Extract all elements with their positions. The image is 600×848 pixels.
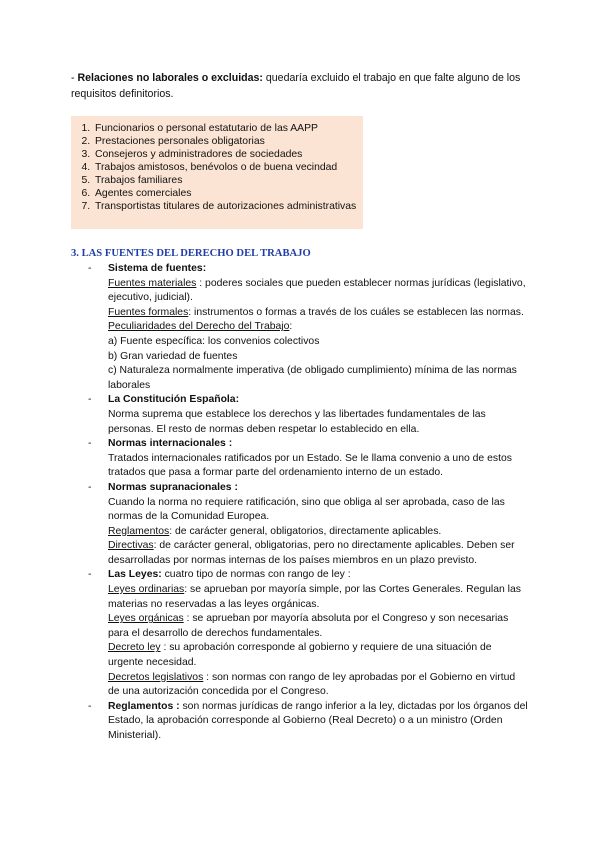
intro-heading: Relaciones no laborales o excluidas:: [77, 72, 263, 84]
item-title: Normas supranacionales :: [108, 481, 238, 493]
bullet-dash: -: [88, 700, 92, 712]
intro-text: quedaría excluido el trabajo en que falte alguno de los requisitos definitorios.: [71, 72, 521, 100]
item-text: son normas jurídicas de rango inferior a la ley, dictadas por los órganos del Estado, la aprobación corresponde al Gobierno (Real Decreto) o a un ministro (Orden Ministerial).: [108, 700, 528, 741]
leyes-ordinarias-text: : se aprueban por mayoría simple, por las Cortes Generales. Regulan las materias no reservadas a las leyes orgánicas.: [108, 584, 521, 610]
peculiaridad-c: c) Naturaleza normalmente imperativa (de obligado cumplimiento) mínima de las normas laborales: [108, 365, 517, 391]
bullet-dash: -: [88, 438, 92, 450]
reglamentos-item: [88, 700, 528, 744]
list-item: 6. Agentes comerciales: [93, 187, 359, 200]
leyes-ordinarias-label: Leyes ordinarias: [108, 584, 185, 596]
list-item: 5. Trabajos familiares: [93, 174, 359, 187]
item-text: Cuando la norma no requiere ratificación, sino que obliga al ser aprobada, caso de las normas de la Comunidad Europea.: [108, 496, 505, 523]
leyes-item: [88, 568, 528, 699]
intro-dash: -: [71, 72, 78, 84]
item-title: Reglamentos :: [108, 700, 180, 712]
directivas-label: Directivas: [108, 540, 154, 552]
list-item: 1. Funcionarios o personal estatutario de las AAPP: [93, 122, 359, 135]
decretos-legislativos-label: Decretos legislativos: [108, 671, 204, 683]
item-title: Normas internacionales :: [108, 438, 233, 450]
peculiaridad-b: b) Gran variedad de fuentes: [108, 350, 238, 362]
list-item: 2. Prestaciones personales obligatorias: [93, 135, 359, 148]
list-item: 4. Trabajos amistosos, benévolos o de buena vecindad: [93, 161, 359, 174]
sistema-fuentes-item: [88, 262, 528, 393]
constitucion-item: [88, 393, 528, 437]
leyes-organicas-text: : se aprueban por mayoría absoluta por el Congreso y son necesarias para el desarrollo de derechos fundamentales.: [108, 613, 509, 639]
bullet-dash: -: [88, 481, 92, 493]
item-title-text: cuatro tipo de normas con rango de ley :: [161, 569, 351, 581]
item-title: La Constitución Española:: [108, 394, 240, 406]
bullet-dash: -: [88, 569, 92, 581]
section-title: 3. LAS FUENTES DEL DERECHO DEL TRABAJO: [71, 248, 311, 259]
peculiaridades-colon: :: [289, 321, 293, 333]
reglamentos-ue-text: : de carácter general, obligatorios, directamente aplicables.: [169, 525, 442, 537]
fuentes-formales-label: Fuentes formales: [108, 306, 189, 318]
directivas-text: : de carácter general, obligatorias, pero no directamente aplicables. Deben ser desarrolladas por normas internas de los países miembros en un plazo previsto.: [108, 540, 515, 566]
item-title: Las Leyes:: [108, 569, 162, 581]
normas-supranacionales-item: [88, 481, 528, 569]
decreto-ley-text: : su aprobación corresponde al gobierno y requiere de una situación de urgente necesidad.: [108, 642, 492, 669]
intro-paragraph: [71, 70, 531, 102]
bullet-dash: -: [88, 263, 92, 274]
normas-internacionales-item: [88, 437, 528, 481]
fuentes-formales-text: : instrumentos o formas a través de los cuáles se establecen las normas.: [188, 306, 524, 318]
item-text: Tratados internacionales ratificados por un Estado. Se le llama convenio a uno de estos tratados que pasa a formar parte del ordenamiento interno de un estado.: [108, 452, 512, 479]
excluded-relations-list: [77, 122, 359, 213]
leyes-organicas-label: Leyes orgánicas: [108, 613, 184, 625]
sources-list: [88, 262, 528, 744]
reglamentos-ue-label: Reglamentos: [108, 525, 170, 537]
list-item: 3. Consejeros y administradores de sociedades: [93, 148, 359, 161]
fuentes-materiales-text: : poderes sociales que pueden establecer normas jurídicas (legislativo, ejecutivo, judicial).: [108, 277, 526, 304]
peculiaridades-label: Peculiaridades del Derecho del Trabajo: [108, 321, 290, 333]
decretos-legislativos-text: : son normas con rango de ley aprobadas por el Gobierno en virtud de una autorización concedida por el Congreso.: [108, 671, 516, 698]
list-item: 7. Transportistas titulares de autorizaciones administrativas: [93, 200, 359, 213]
excluded-relations-box: [71, 116, 363, 229]
fuentes-materiales-label: Fuentes materiales: [108, 277, 197, 289]
decreto-ley-label: Decreto ley: [108, 642, 161, 654]
bullet-dash: -: [88, 394, 92, 406]
item-title: Sistema de fuentes:: [108, 263, 207, 274]
peculiaridad-a: a) Fuente específica: los convenios colectivos: [108, 335, 320, 347]
item-text: Norma suprema que establece los derechos y las libertades fundamentales de las personas. El resto de normas deben respetar lo establecido en ella.: [108, 408, 486, 435]
